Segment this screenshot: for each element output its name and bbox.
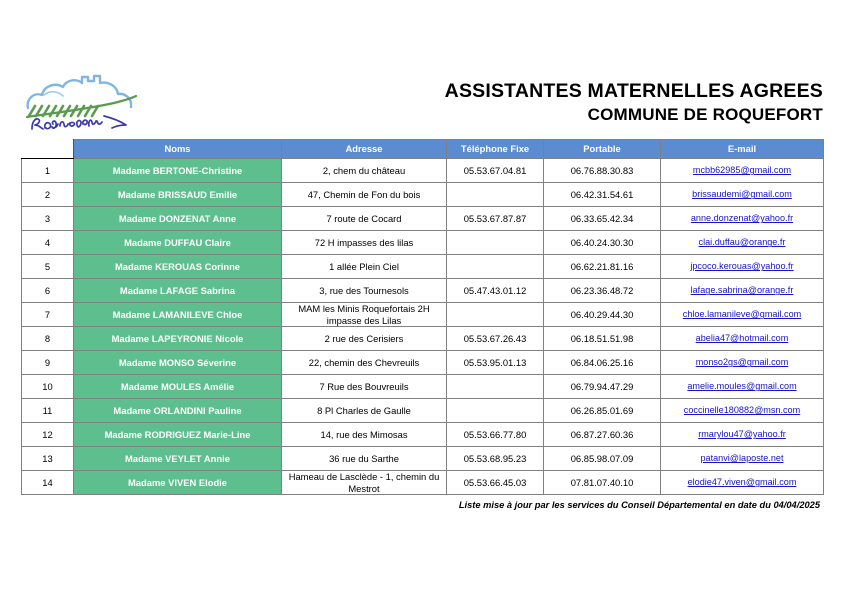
column-header-index [22,140,74,159]
assistante-name: Madame DUFFAU Claire [74,231,282,255]
email-link[interactable]: rmarylou47@yahoo.fr [698,429,786,440]
row-index: 12 [22,423,74,447]
table-row [22,159,824,183]
email-link[interactable]: mcbb62985@gmail.com [692,165,792,176]
mobile-phone: 06.84.06.25.16 [544,351,661,375]
mobile-phone: 06.87.27.60.36 [544,423,661,447]
assistante-name: Madame KEROUAS Corinne [74,255,282,279]
email-cell[interactable] [661,159,824,183]
email-link[interactable]: abelia47@hotmail.com [695,333,789,344]
landline-phone [447,255,544,279]
column-header-adresse: Adresse [282,140,447,159]
email-cell[interactable] [661,447,824,471]
assistante-name: Madame VIVEN Elodie [74,471,282,495]
assistante-name: Madame ORLANDINI Pauline [74,399,282,423]
assistante-name: Madame DONZENAT Anne [74,207,282,231]
email-link[interactable]: chloe.lamanileve@gmail.com [682,309,802,320]
table-row [22,447,824,471]
email-link[interactable]: anne.donzenat@yahoo.fr [690,213,794,224]
landline-phone: 05.53.68.95.23 [447,447,544,471]
mobile-phone: 06.18.51.51.98 [544,327,661,351]
table-row [22,375,824,399]
email-cell[interactable] [661,183,824,207]
address: 1 allée Plein Ciel [282,255,447,279]
mobile-phone: 06.76.88.30.83 [544,159,661,183]
table-row [22,303,824,327]
address: 22, chemin des Chevreuils [282,351,447,375]
table-row [22,399,824,423]
assistante-name: Madame LAFAGE Sabrina [74,279,282,303]
table-row [22,351,824,375]
mobile-phone: 06.33.65.42.34 [544,207,661,231]
email-link[interactable]: monso2gs@gmail.com [695,357,789,368]
row-index: 9 [22,351,74,375]
assistantes-maternelles-table-wrap [21,139,823,495]
email-link[interactable]: lafage.sabrina@orange.fr [690,285,794,296]
table-header [22,140,824,159]
table-body [22,159,824,495]
document-header [22,70,823,132]
email-link[interactable]: elodie47.viven@gmail.com [687,477,797,488]
row-index: 13 [22,447,74,471]
footer-note: Liste mise à jour par les services du Conseil Départemental en date du 04/04/2025 [458,500,820,510]
row-index: 7 [22,303,74,327]
mobile-phone: 06.42.31.54.61 [544,183,661,207]
column-header-email: E-mail [661,140,824,159]
mobile-phone: 06.40.29.44.30 [544,303,661,327]
address: 2 rue des Cerisiers [282,327,447,351]
email-cell[interactable] [661,471,824,495]
page-title: ASSISTANTES MATERNELLES AGREES [444,80,823,102]
assistante-name: Madame BRISSAUD Emilie [74,183,282,207]
row-index: 1 [22,159,74,183]
address: 14, rue des Mimosas [282,423,447,447]
table-row [22,207,824,231]
email-link[interactable]: patanvi@laposte.net [700,453,784,464]
landline-phone [447,303,544,327]
assistante-name: Madame LAMANILEVE Chloe [74,303,282,327]
table-row [22,255,824,279]
landline-phone: 05.53.66.45.03 [447,471,544,495]
column-header-portable: Portable [544,140,661,159]
table-header-row [22,140,824,159]
address: 47, Chemin de Fon du bois [282,183,447,207]
email-cell[interactable] [661,231,824,255]
row-index: 5 [22,255,74,279]
table-row [22,279,824,303]
row-index: 6 [22,279,74,303]
email-link[interactable]: amelie.moules@gmail.com [687,381,797,392]
assistante-name: Madame VEYLET Annie [74,447,282,471]
email-cell[interactable] [661,327,824,351]
table-row [22,471,824,495]
email-cell[interactable] [661,255,824,279]
address: MAM les Minis Roquefortais 2H impasse des Lilas [282,303,447,327]
landline-phone: 05.53.67.04.81 [447,159,544,183]
assistante-name: Madame MONSO Séverine [74,351,282,375]
email-cell[interactable] [661,279,824,303]
mobile-phone: 06.85.98.07.09 [544,447,661,471]
email-link[interactable]: coccinelle180882@msn.com [683,405,801,416]
table-row [22,183,824,207]
assistante-name: Madame LAPEYRONIE Nicole [74,327,282,351]
landline-phone: 05.53.67.87.87 [447,207,544,231]
landline-phone [447,231,544,255]
address: 3, rue des Tournesols [282,279,447,303]
mobile-phone: 06.40.24.30.30 [544,231,661,255]
email-cell[interactable] [661,351,824,375]
column-header-telephone-fixe: Téléphone Fixe [447,140,544,159]
table-row [22,231,824,255]
address: 2, chem du château [282,159,447,183]
landline-phone [447,183,544,207]
row-index: 11 [22,399,74,423]
email-link[interactable]: clai.duffau@orange.fr [698,237,786,248]
table-row [22,327,824,351]
address: 7 Rue des Bouvreuils [282,375,447,399]
email-cell[interactable] [661,423,824,447]
mobile-phone: 06.79.94.47.29 [544,375,661,399]
mobile-phone: 06.62.21.81.16 [544,255,661,279]
assistante-name: Madame MOULES Amélie [74,375,282,399]
row-index: 10 [22,375,74,399]
landline-phone: 05.53.66.77.80 [447,423,544,447]
row-index: 8 [22,327,74,351]
page-subtitle: COMMUNE DE ROQUEFORT [587,105,823,124]
email-link[interactable]: brissaudemi@gmail.com [692,189,792,200]
row-index: 2 [22,183,74,207]
email-cell[interactable] [661,375,824,399]
row-index: 14 [22,471,74,495]
assistante-name: Madame RODRIGUEZ Marie-Line [74,423,282,447]
page-title-block [445,80,823,125]
email-cell[interactable] [661,207,824,231]
address: Hameau de Lasclède - 1, chemin du Mestrot [282,471,447,495]
assistante-name: Madame BERTONE-Christine [74,159,282,183]
address: 72 H impasses des lilas [282,231,447,255]
landline-phone: 05.53.95.01.13 [447,351,544,375]
landline-phone [447,375,544,399]
email-cell[interactable] [661,399,824,423]
roquefort-commune-logo [22,72,152,132]
assistantes-maternelles-table [21,139,824,495]
column-header-noms: Noms [74,140,282,159]
address: 8 Pl Charles de Gaulle [282,399,447,423]
mobile-phone: 07.81.07.40.10 [544,471,661,495]
address: 7 route de Cocard [282,207,447,231]
landline-phone: 05.53.67.26.43 [447,327,544,351]
row-index: 3 [22,207,74,231]
landline-phone [447,399,544,423]
mobile-phone: 06.23.36.48.72 [544,279,661,303]
table-row [22,423,824,447]
email-link[interactable]: jpcoco.kerouas@yahoo.fr [690,261,794,272]
address: 36 rue du Sarthe [282,447,447,471]
mobile-phone: 06.26.85.01.69 [544,399,661,423]
email-cell[interactable] [661,303,824,327]
row-index: 4 [22,231,74,255]
landline-phone: 05.47.43.01.12 [447,279,544,303]
